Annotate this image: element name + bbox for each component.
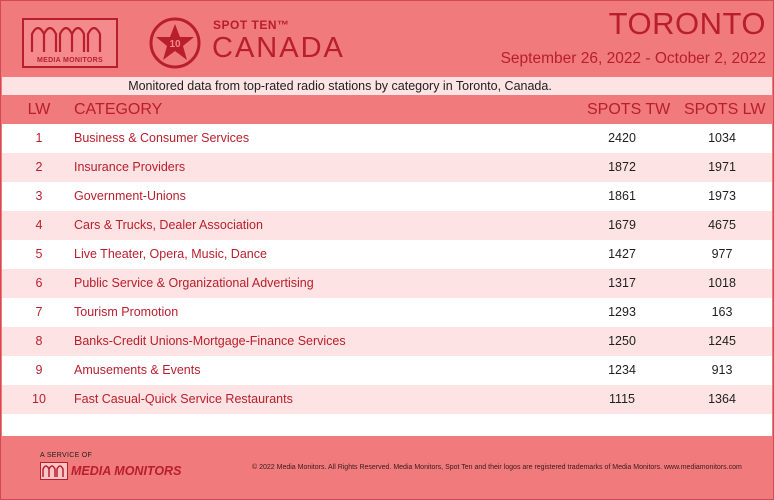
column-header-lw: LW (27, 101, 51, 118)
spot-ten-label: SPOT TEN™ (213, 18, 290, 32)
table-body (2, 124, 772, 414)
table-row (2, 356, 772, 385)
cell-category: Amusements & Events (74, 363, 201, 377)
footer-brand: MEDIA MONITORS (71, 464, 182, 478)
subtitle-text: Monitored data from top-rated radio stations by category in Toronto, Canada. (128, 79, 552, 93)
table-row (2, 182, 772, 211)
cell-category: Banks-Credit Unions-Mortgage-Finance Services (74, 334, 346, 348)
cell-spots-lw: 163 (711, 305, 733, 319)
cell-spots-lw: 1018 (708, 276, 736, 290)
table-row (2, 385, 772, 414)
cell-lw: 8 (35, 334, 43, 348)
cell-category: Government-Unions (74, 189, 186, 203)
table-row (2, 269, 772, 298)
cell-lw: 5 (35, 247, 43, 261)
cell-spots-tw: 2420 (608, 131, 636, 145)
cell-category: Cars & Trucks, Dealer Association (74, 218, 263, 232)
cell-spots-lw: 1364 (708, 392, 736, 406)
table-header (2, 95, 772, 124)
cell-spots-tw: 1861 (608, 189, 636, 203)
cell-category: Public Service & Organizational Advertising (74, 276, 314, 290)
cell-spots-tw: 1427 (608, 247, 636, 261)
table-row (2, 298, 772, 327)
cell-spots-lw: 1973 (708, 189, 736, 203)
cell-lw: 7 (35, 305, 43, 319)
waveform-icon (30, 24, 108, 54)
table-row (2, 211, 772, 240)
cell-lw: 1 (35, 131, 43, 145)
column-header-category: CATEGORY (74, 101, 163, 118)
cell-lw: 2 (35, 160, 43, 174)
cell-lw: 3 (35, 189, 43, 203)
cell-category: Live Theater, Opera, Music, Dance (74, 247, 267, 261)
table-blank-row (2, 414, 772, 436)
cell-spots-lw: 1034 (708, 131, 736, 145)
cell-spots-tw: 1679 (608, 218, 636, 232)
copyright-text: © 2022 Media Monitors. All Rights Reserved. Media Monitors, Spot Ten and their logos are registered trademarks of Media Monitors. www.mediamonitors.com (252, 464, 742, 471)
column-header-spots-lw: SPOTS LW (684, 101, 766, 118)
cell-spots-tw: 1317 (608, 276, 636, 290)
cell-lw: 4 (35, 218, 43, 232)
media-monitors-logo (22, 18, 118, 68)
badge-number: 10 (169, 39, 181, 50)
cell-spots-tw: 1293 (608, 305, 636, 319)
star-badge-icon (148, 16, 202, 70)
cell-spots-tw: 1115 (609, 392, 635, 406)
cell-spots-tw: 1872 (608, 160, 636, 174)
cell-lw: 9 (35, 363, 43, 377)
table-row (2, 153, 772, 182)
logo-text: MEDIA MONITORS (36, 57, 104, 64)
table-row (2, 327, 772, 356)
cell-spots-lw: 977 (711, 247, 733, 261)
country-title: CANADA (212, 32, 345, 64)
cell-spots-tw: 1250 (608, 334, 636, 348)
cell-category: Insurance Providers (74, 160, 186, 174)
cell-lw: 10 (32, 392, 46, 406)
cell-category: Business & Consumer Services (74, 131, 250, 145)
cell-category: Fast Casual-Quick Service Restaurants (74, 392, 293, 406)
table-row (2, 240, 772, 269)
footer-waveform-icon (40, 462, 68, 480)
subtitle-bar (2, 77, 772, 95)
cell-spots-lw: 1245 (708, 334, 736, 348)
city-title: TORONTO (608, 6, 766, 41)
date-range: September 26, 2022 - October 2, 2022 (500, 50, 766, 67)
cell-spots-tw: 1234 (608, 363, 636, 377)
cell-category: Tourism Promotion (74, 305, 179, 319)
footer-logo (40, 462, 181, 480)
column-header-spots-tw: SPOTS TW (587, 101, 671, 118)
service-of-label: A SERVICE OF (40, 452, 93, 459)
table-row (2, 124, 772, 153)
cell-spots-lw: 913 (711, 363, 733, 377)
cell-spots-lw: 1971 (708, 160, 736, 174)
cell-lw: 6 (35, 276, 43, 290)
cell-spots-lw: 4675 (708, 218, 736, 232)
